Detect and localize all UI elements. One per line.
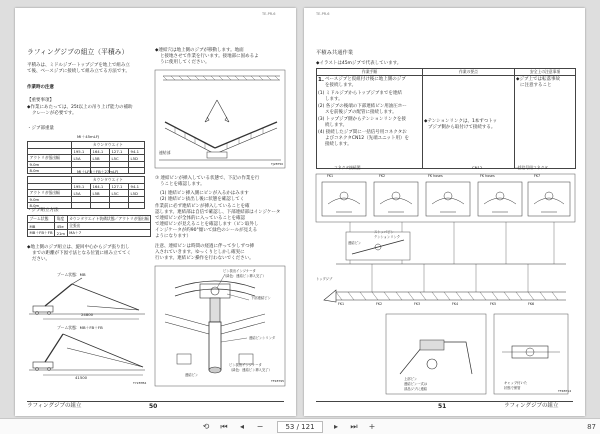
table-row: 8.0m bbox=[28, 203, 145, 209]
inset-label: テンションリンク bbox=[374, 235, 400, 239]
procedure-text: ようになります） bbox=[155, 234, 191, 239]
connector-label: FK4 bbox=[452, 302, 459, 306]
safety-text: クレーンが必要です。 bbox=[32, 111, 77, 116]
inset-label: ストッパピン bbox=[374, 230, 394, 234]
diagram-label: 一括信号用コネクタ bbox=[514, 165, 549, 170]
prep-heading: 作業時の注意 bbox=[27, 85, 54, 90]
connector-label: FK hoses bbox=[428, 174, 443, 178]
connector-diagram bbox=[316, 174, 575, 396]
procedure-text: 入されていきます。ゆっくりとしかし確実に bbox=[155, 250, 245, 255]
connector-label: FK1 bbox=[327, 174, 334, 178]
intro-text: 平積みは、ミドルジブートップジブを地上で組み立 bbox=[27, 63, 130, 68]
step-text: (1) ミドルジブからトップジブまでを連結 bbox=[318, 91, 402, 96]
inset-label: 部品ジブに連結 bbox=[404, 387, 428, 391]
left-page bbox=[15, 8, 296, 416]
safety-text: ◆ジブ上では転落事故 bbox=[516, 77, 560, 82]
table-row: 9.0m bbox=[28, 197, 145, 203]
jib-weight-table-2 bbox=[27, 176, 145, 209]
table-caption: MI＋45mLFJ bbox=[77, 134, 100, 139]
table-row: アウトリガ張出幅 L5A L5B L5C L5D bbox=[28, 190, 145, 197]
page-header: TE-PR-6 bbox=[262, 12, 276, 16]
col2-text: うに使用してください。 bbox=[160, 60, 210, 65]
procedure-text: (1) 連結ピン挿入側にピンが入るかはみます bbox=[160, 191, 249, 196]
figure-tag: TJ28T50 bbox=[271, 162, 284, 166]
step-text: よびコネクタCN12（先端ユニット用）を bbox=[325, 136, 409, 141]
step-number: 1. bbox=[318, 77, 324, 83]
note-text: ◆地上側のジブ組立は、旋回中心からジブ張り出し bbox=[27, 245, 130, 250]
connector-label: FK7 bbox=[534, 174, 541, 178]
table-row: 9.0m bbox=[28, 162, 145, 168]
last-page-icon[interactable]: ⏭ bbox=[350, 422, 358, 431]
procedure-text: で連結ピンが見えることを確認します（ピン取外し bbox=[155, 222, 259, 227]
step-text: 続します。 bbox=[325, 123, 348, 128]
table-row: 195.1 164.1 127.1 94.1 bbox=[28, 149, 145, 155]
procedure-text: 作業前に必ず連結ピンが挿入していることを確 bbox=[155, 204, 250, 209]
intro-text: て後、ベースジブに接続して組み立てる方法です。 bbox=[27, 69, 130, 74]
right-page bbox=[304, 8, 585, 416]
procedure-text: 注意、連結ピンは時間の経過に伴って少しずつ挿 bbox=[155, 244, 254, 249]
table-row: 195.1 164.1 127.1 94.1 bbox=[28, 184, 145, 190]
inset-label: 連結ピン一式は bbox=[404, 382, 428, 386]
table-caption: MI＋LFB＋FB＋27mLFJ bbox=[77, 169, 119, 174]
col2-text: と接地させて作業を行います。接地部に固めるよ bbox=[160, 54, 259, 59]
viewer-toolbar bbox=[0, 418, 600, 434]
figure-label: ブーム状態：MB＋FB＋FB bbox=[57, 325, 103, 330]
figure-tag: TY28TB4 bbox=[133, 381, 147, 385]
procedure-text: 認します。連結部は自信で確認し、下部連結部はインジケータ bbox=[155, 210, 281, 215]
safety-text: に注意すること bbox=[520, 83, 552, 88]
page-number: 51 bbox=[438, 403, 447, 410]
jib-weight-heading: ・ジブ部重量 bbox=[27, 126, 54, 131]
step-text: を接続します。 bbox=[325, 83, 357, 88]
first-page-icon[interactable]: ⏮ bbox=[220, 422, 228, 431]
zoom-in-icon[interactable]: + bbox=[368, 422, 376, 431]
connector-label: FK2 bbox=[376, 302, 383, 306]
safety-text: ◆作業にあたっては、25t以上の吊り上げ能力の補助 bbox=[27, 105, 133, 110]
jib-connection-figure bbox=[155, 70, 285, 168]
table-header: カウンタウエイト bbox=[71, 177, 144, 184]
page-footer bbox=[15, 401, 296, 415]
inset-label: キャップ付いた bbox=[504, 381, 528, 385]
page-number-input[interactable]: 53 / 121 bbox=[277, 421, 323, 433]
procedure-text: ⑦ 連結ピンが挿入している状態で、下記の作業を行 bbox=[155, 176, 260, 181]
figure-label: （緑色：連結ピン挿入完了） bbox=[223, 274, 266, 278]
figure-label: 下部連結ピン bbox=[251, 296, 271, 300]
page-footer bbox=[304, 401, 585, 415]
page-number: 50 bbox=[149, 403, 158, 410]
figure-label: 連結部 bbox=[159, 150, 171, 155]
procedure-text: 行います。連結ピン操作を行わないでください。 bbox=[155, 256, 254, 261]
table-row: MB＋FB＋FB 21m MA＋7 bbox=[28, 230, 151, 237]
inset-label: 連結ピン bbox=[348, 241, 362, 245]
previous-page-icon[interactable]: ◂ bbox=[239, 422, 244, 431]
step-text: (4) 接続したジブ間に一括信号用コネクタお bbox=[318, 130, 407, 135]
connector-label: FK2 bbox=[379, 174, 386, 178]
figure-label: ブーム状態：MB bbox=[57, 272, 86, 277]
assembly-heading: ・ジブ組立方法 bbox=[27, 208, 59, 213]
figure-tag: TF28T95 bbox=[271, 379, 285, 383]
dimension-label: 41500 bbox=[75, 375, 88, 380]
col2-text: ◆連結穴は地上側のジブが移動します。地面 bbox=[155, 48, 244, 53]
safety-heading: 【重要事項】 bbox=[27, 98, 54, 103]
procedure-text: インジケータが約90°傾いて緑色のシールが見える bbox=[155, 228, 258, 233]
diagram-label: コネクタ接続図 bbox=[334, 165, 361, 170]
table-row: 8.0m bbox=[28, 168, 145, 174]
rotate-icon[interactable]: ⟲ bbox=[202, 422, 210, 431]
step-text: ベースジブと仮組付け後に地上側のジブ bbox=[325, 77, 406, 82]
figure-label: （緑色：連結ピン挿入完了） bbox=[229, 368, 272, 372]
procedure-text: で連結ピンが全体的に入っていることを確認 bbox=[155, 216, 245, 221]
note-text: ださい。 bbox=[32, 257, 50, 262]
figure-label: ピン抜出インジケータ bbox=[223, 269, 256, 273]
footer-title: ラフィングジブの組立 bbox=[504, 403, 559, 409]
connector-label: FK1 bbox=[338, 302, 345, 306]
figure-label: ピン抜出インジケータ bbox=[229, 363, 262, 367]
figure-label: 連結ピン bbox=[185, 373, 199, 377]
section-title: ラフィングジブの組立（平積み） bbox=[27, 48, 129, 56]
zoom-level[interactable]: 87 bbox=[587, 423, 596, 431]
crane-figure-2 bbox=[27, 330, 147, 380]
point-text: ◆テンションリンクは、1本ずつトッ bbox=[424, 119, 498, 124]
footer-title: ラフィングジブの組立 bbox=[27, 403, 82, 409]
procedure-text: うことを確認します。 bbox=[160, 182, 205, 187]
figure-tag: TF4BT14 bbox=[558, 389, 572, 393]
connector-label: FK3 bbox=[414, 302, 421, 306]
step-text: します。 bbox=[325, 97, 343, 102]
table-header: 作業の要点 bbox=[423, 69, 515, 76]
inset-label: 状態で保管 bbox=[504, 386, 521, 390]
page-header: TE-PR-6 bbox=[316, 12, 330, 16]
table-header: 作業手順 bbox=[317, 69, 423, 76]
connector-label: FK6 bbox=[528, 302, 535, 306]
procedure-text: (2) 連結ピン抜出し後に状態を確認してく bbox=[160, 197, 245, 202]
inset-label: トップジブ bbox=[316, 277, 333, 281]
step-text: (2) 各ジブの後端の下部連結ピン用油圧ホー bbox=[318, 104, 407, 109]
connector-label: FK hoses bbox=[480, 174, 495, 178]
next-page-icon[interactable]: ▸ bbox=[333, 422, 338, 431]
connector-label: FK5 bbox=[490, 302, 497, 306]
subtitle: ◆イラストは45mジブで代表しています。 bbox=[316, 61, 402, 66]
step-text: スを前後ジブの配管に接続します。 bbox=[325, 110, 397, 115]
point-text: プジブ側から取付けて接続する。 bbox=[428, 125, 496, 130]
figure-label: 連結ピンシリンダ bbox=[249, 336, 276, 340]
diagram-label: CN12 bbox=[472, 165, 483, 170]
section-title: 平積み共通作業 bbox=[316, 50, 354, 56]
table-header: 安全上の注意事項 bbox=[515, 69, 576, 76]
table-row: アウトリガ張出幅 L5A L5B L5C L5D bbox=[28, 155, 145, 162]
inset-label: 上部ピン bbox=[404, 377, 418, 381]
note-text: までの距離が下図寸法となる位置に組み立ててく bbox=[32, 251, 131, 256]
step-text: 接続します。 bbox=[325, 142, 352, 147]
table-row: MB 45e 全張出 bbox=[28, 223, 151, 230]
table-header: カウンタウエイト bbox=[71, 142, 144, 149]
zoom-out-icon[interactable]: − bbox=[256, 422, 264, 431]
dimension-label: 24800 bbox=[81, 312, 94, 317]
assembly-table: ブーム状態 角度 カウンタウエイト装備状態／アウトリガ張出幅 MB 45e 全張出 MB＋FB＋FB 21m MA＋7 bbox=[29, 216, 149, 236]
step-text: (3) トップジブ側からテンションリンクを接 bbox=[318, 117, 406, 122]
